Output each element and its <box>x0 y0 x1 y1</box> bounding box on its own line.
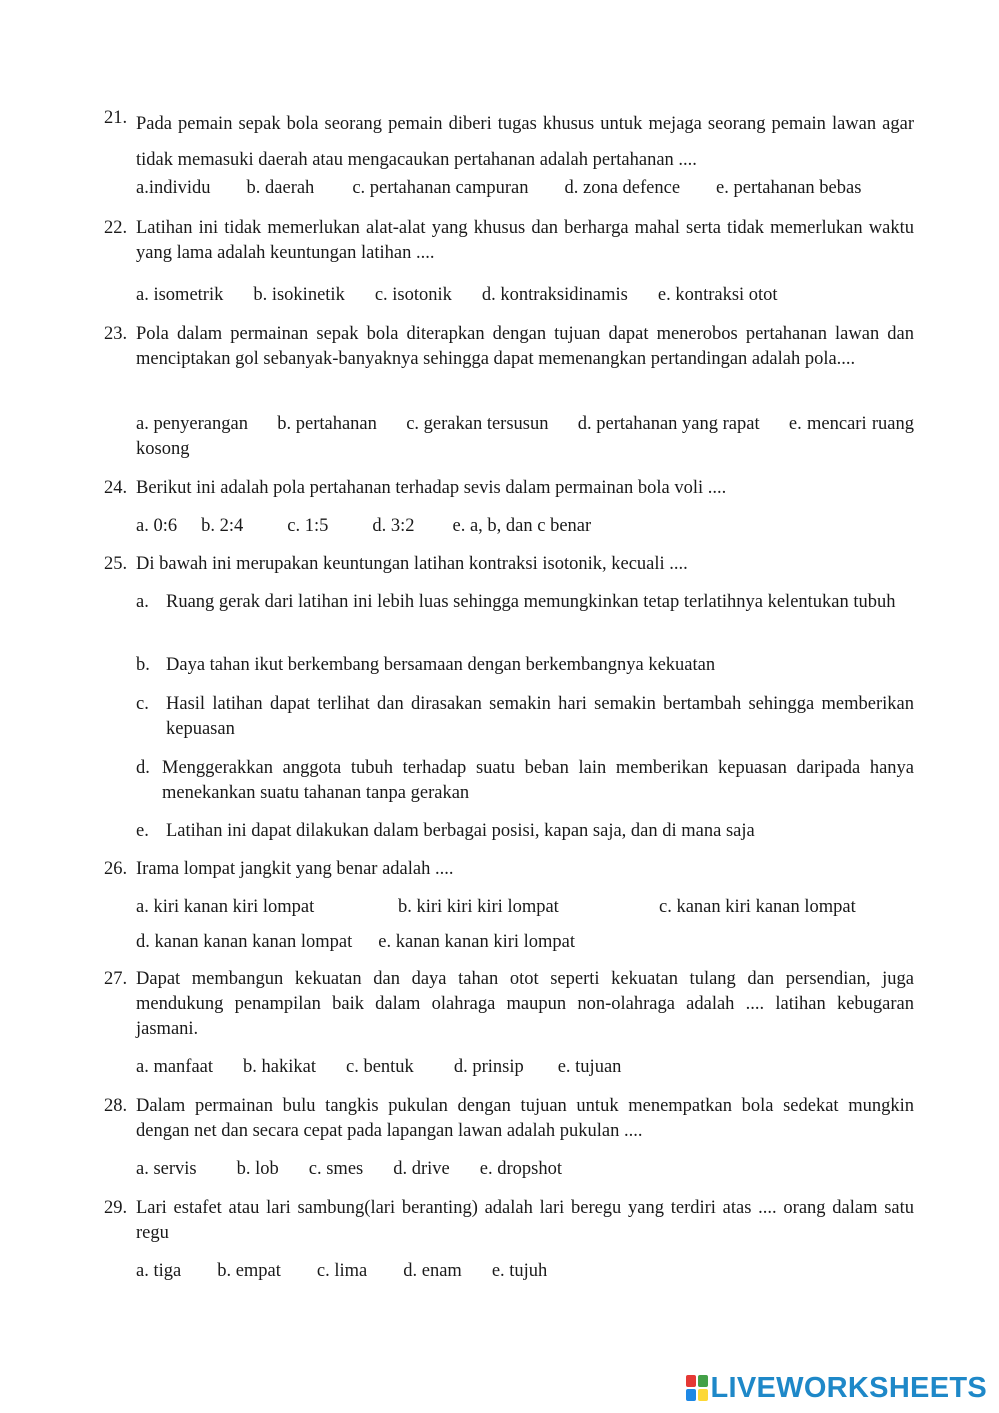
question-text: Berikut ini adalah pola pertahanan terhadap sevis dalam permainan bola voli .... <box>136 478 727 498</box>
option[interactable]: e. dropshot <box>479 1159 562 1179</box>
option[interactable]: c. isotonik <box>374 285 452 305</box>
liveworksheets-logo[interactable] <box>686 1371 988 1405</box>
option[interactable]: e. kanan kanan kiri lompat <box>378 932 576 952</box>
option-letter: b. <box>136 655 150 675</box>
question-29 <box>104 1196 914 1246</box>
options-22 <box>136 283 916 308</box>
question-text: Dalam permainan bulu tangkis pukulan dengan tujuan untuk menempatkan bola sedekat mungkin dengan net dan secara cepat pada lapangan lawan adalah pukulan .... <box>136 1096 914 1141</box>
question-number: 24. <box>104 478 128 498</box>
option[interactable]: a.individu <box>136 178 211 198</box>
logo-block-yellow <box>698 1389 708 1401</box>
question-number: 27. <box>104 969 128 989</box>
option[interactable]: c. kanan kiri kanan lompat <box>659 897 856 917</box>
option[interactable]: a. 0:6 <box>136 516 178 536</box>
question-text: Latihan ini tidak memerlukan alat-alat yang khusus dan berharga mahal serta tidak memerlukan waktu yang lama adalah keuntungan latihan .... <box>136 218 914 263</box>
option-text: Ruang gerak dari latihan ini lebih luas sehingga memungkinkan tetap terlatihnya kelentukan tubuh <box>166 592 896 612</box>
option[interactable]: b. pertahanan <box>277 414 377 434</box>
options-27 <box>136 1055 916 1080</box>
option[interactable]: e. tujuan <box>557 1057 622 1077</box>
question-23 <box>104 322 914 372</box>
option-25b[interactable] <box>136 653 914 678</box>
options-26-row2 <box>136 930 916 955</box>
option[interactable]: b. empat <box>217 1261 281 1281</box>
question-number: 25. <box>104 554 128 574</box>
option[interactable]: a. isometrik <box>136 285 224 305</box>
question-28 <box>104 1094 914 1144</box>
option[interactable]: d. enam <box>403 1261 462 1281</box>
option-text: Daya tahan ikut berkembang bersamaan dengan berkembangnya kekuatan <box>166 655 716 675</box>
option-25e[interactable] <box>136 819 914 844</box>
options-28 <box>136 1157 916 1182</box>
option[interactable]: c. lima <box>316 1261 368 1281</box>
option[interactable]: d. prinsip <box>453 1057 524 1077</box>
question-21 <box>104 106 914 178</box>
question-text: Lari estafet atau lari sambung(lari beranting) adalah lari beregu yang terdiri atas .... orang dalam satu regu <box>136 1198 914 1243</box>
question-number: 21. <box>104 108 128 128</box>
option[interactable]: e. a, b, dan c benar <box>452 516 592 536</box>
option[interactable]: d. kanan kanan kanan lompat <box>136 932 353 952</box>
liveworksheets-logo-text: LIVEWORKSHEETS <box>710 1371 987 1404</box>
question-number: 22. <box>104 218 128 238</box>
option[interactable]: d. zona defence <box>564 178 681 198</box>
option[interactable]: c. pertahanan campuran <box>352 178 529 198</box>
option[interactable]: e. mencari ruang kosong <box>136 414 914 459</box>
option[interactable]: c. bentuk <box>346 1057 414 1077</box>
option-text: Menggerakkan anggota tubuh terhadap suatu beban lain memberikan kepuasan daripada hanya menekankan suatu tahanan tanpa gerakan <box>162 758 914 803</box>
option[interactable]: e. tujuh <box>491 1261 548 1281</box>
logo-block-blue <box>686 1389 696 1401</box>
option-letter: a. <box>136 592 149 612</box>
options-24 <box>136 514 916 539</box>
option-25d[interactable] <box>136 756 914 806</box>
option[interactable]: b. 2:4 <box>201 516 244 536</box>
option-25a[interactable] <box>136 590 914 615</box>
options-29 <box>136 1259 916 1284</box>
option-text: Latihan ini dapat dilakukan dalam berbagai posisi, kapan saja, dan di mana saja <box>166 821 755 841</box>
option[interactable]: a. penyerangan <box>136 414 248 434</box>
logo-block-red <box>686 1375 696 1387</box>
option[interactable]: c. gerakan tersusun <box>406 414 549 434</box>
option[interactable]: e. kontraksi otot <box>657 285 778 305</box>
question-27 <box>104 967 914 1042</box>
question-text: Irama lompat jangkit yang benar adalah .... <box>136 859 454 879</box>
option[interactable]: d. kontraksidinamis <box>481 285 628 305</box>
question-26 <box>104 857 914 882</box>
options-26-row1 <box>136 895 916 920</box>
option[interactable]: a. tiga <box>136 1261 182 1281</box>
option[interactable]: b. kiri kiri kiri lompat <box>398 897 559 917</box>
question-text: Dapat membangun kekuatan dan daya tahan otot seperti kekuatan tulang dan persendian, juga mendukung penampilan baik dalam olahraga maupun non-olahraga adalah .... latihan kebugaran jasmani. <box>136 969 914 1039</box>
options-23 <box>136 412 914 462</box>
question-text: Pola dalam permainan sepak bola diterapkan dengan tujuan dapat menerobos pertahanan lawan dan menciptakan gol sebanyak-banyaknya sehingga dapat memenangkan pertandingan adalah pola.... <box>136 324 914 369</box>
option[interactable]: a. kiri kanan kiri lompat <box>136 897 315 917</box>
question-number: 26. <box>104 859 128 879</box>
option[interactable]: a. manfaat <box>136 1057 214 1077</box>
logo-block-green <box>698 1375 708 1387</box>
option[interactable]: b. isokinetik <box>253 285 345 305</box>
option[interactable]: c. 1:5 <box>287 516 329 536</box>
option[interactable]: b. lob <box>236 1159 279 1179</box>
question-text: Di bawah ini merupakan keuntungan latihan kontraksi isotonik, kecuali .... <box>136 554 688 574</box>
option-letter: e. <box>136 821 149 841</box>
question-number: 23. <box>104 324 128 344</box>
option-text: Hasil latihan dapat terlihat dan dirasakan semakin hari semakin bertambah sehingga memberikan kepuasan <box>166 694 914 739</box>
option[interactable]: d. pertahanan yang rapat <box>577 414 760 434</box>
question-text: Pada pemain sepak bola seorang pemain diberi tugas khusus untuk mejaga seorang pemain lawan agar tidak memasuki daerah atau mengacaukan pertahanan adalah pertahanan .... <box>136 114 914 170</box>
option-25c[interactable] <box>136 692 914 742</box>
question-number: 28. <box>104 1096 128 1116</box>
option-letter: d. <box>136 758 150 778</box>
option[interactable]: e. pertahanan bebas <box>716 178 862 198</box>
question-22 <box>104 216 914 266</box>
option[interactable]: b. hakikat <box>243 1057 316 1077</box>
options-21 <box>136 176 916 201</box>
liveworksheets-logo-icon <box>686 1375 708 1401</box>
option[interactable]: b. daerah <box>246 178 315 198</box>
option[interactable]: d. drive <box>393 1159 450 1179</box>
question-24 <box>104 476 914 501</box>
question-number: 29. <box>104 1198 128 1218</box>
question-25 <box>104 552 914 577</box>
option[interactable]: c. smes <box>308 1159 364 1179</box>
option[interactable]: d. 3:2 <box>372 516 415 536</box>
option[interactable]: a. servis <box>136 1159 197 1179</box>
option-letter: c. <box>136 694 149 714</box>
